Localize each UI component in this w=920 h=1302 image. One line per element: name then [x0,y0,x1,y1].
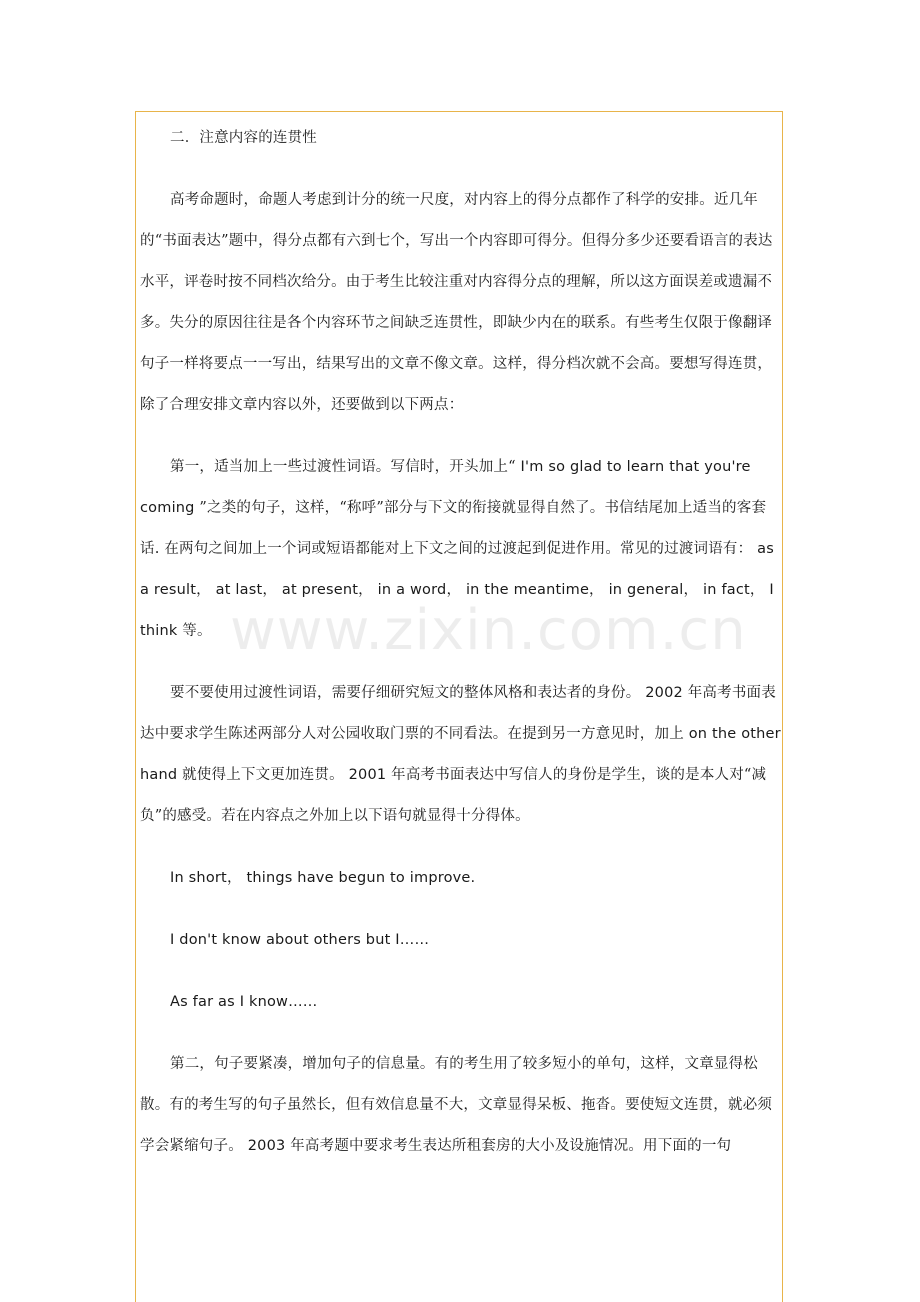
paragraph-2: 第一，适当加上一些过渡性词语。写信时，开头加上“ I'm so glad to learn that you're coming ”之类的句子，这样，“称呼”部分与下文的衔接就显得自然了。书信结尾加上适当的客套话. 在两句之间加上一个词或短语都能对上下文之间的过渡起到促进作用。常见的过渡词语有： as a result， at last， at present， in a word， in the meantime， in general， in fact， I think 等。 [140,459,774,639]
example-sentence: As far as I know…… [170,994,318,1010]
paragraph-4: 第二，句子要紧凑，增加句子的信息量。有的考生用了较多短小的单句，这样，文章显得松散。有的考生写的句子虽然长，但有效信息量不大，文章显得呆板、拖沓。要使短文连贯，就必须学会紧缩句子。 2003 年高考题中要求考生表达所租套房的大小及设施情况。用下面的一句 [140,1056,773,1154]
example-sentence: In short， things have begun to improve. [170,870,476,886]
paragraph-1: 高考命题时，命题人考虑到计分的统一尺度，对内容上的得分点都作了科学的安排。近几年的“书面表达”题中，得分点都有六到七个，写出一个内容即可得分。但得分多少还要看语言的表达水平，评卷时按不同档次给分。由于考生比较注重对内容得分点的理解，所以这方面误差或遗漏不多。失分的原因往往是各个内容环节之间缺乏连贯性，即缺少内在的联系。有些考生仅限于像翻译句子一样将要点一一写出，结果写出的文章不像文章。这样，得分档次就不会高。要想写得连贯，除了合理安排文章内容以外，还要做到以下两点： [140,192,773,413]
example-sentence: I don't know about others but I…… [170,932,430,948]
paragraph-3: 要不要使用过渡性词语，需要仔细研究短文的整体风格和表达者的身份。 2002 年高考书面表达中要求学生陈述两部分人对公园收取门票的不同看法。在提到另一方意见时，加上 on the other hand 就使得上下文更加连贯。 2001 年高考书面表达中写信人的身份是学生，谈的是本人对“减负”的感受。若在内容点之外加上以下语句就显得十分得体。 [140,685,781,824]
section-heading: 二．注意内容的连贯性 [170,130,317,146]
watermark: www.zixin.com.cn [230,598,747,663]
document-frame [135,111,783,1302]
